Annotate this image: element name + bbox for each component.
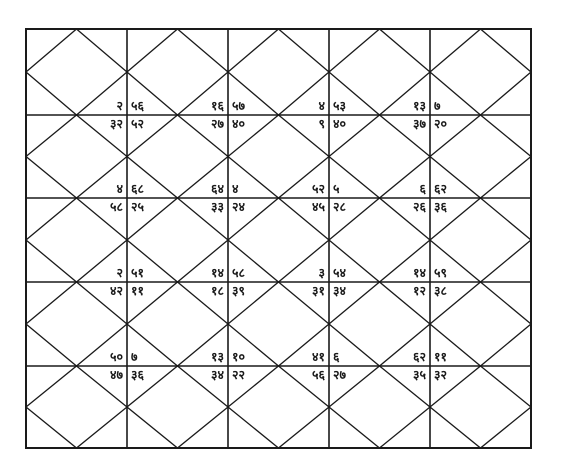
grid-number: ६२ (434, 181, 448, 196)
grid-number: ३६ (131, 367, 145, 382)
grid-number: ३१ (311, 283, 325, 298)
grid-number: २४ (232, 199, 246, 214)
grid-number: ५३ (333, 98, 347, 113)
grid-number: ५८ (109, 199, 123, 214)
grid-number: ५२ (131, 116, 145, 131)
grid-number: ३६ (434, 199, 448, 214)
grid-number: ३३ (210, 199, 224, 214)
grid-number: ५१ (131, 265, 145, 280)
grid-number: ३८ (434, 283, 448, 298)
grid-number: ५६ (131, 98, 145, 113)
grid-number: २७ (333, 367, 347, 382)
grid-number: १४ (412, 265, 426, 280)
grid-number: १८ (210, 283, 224, 298)
grid-number: ५२ (311, 181, 325, 196)
grid-number: ४० (333, 116, 347, 131)
grid-number: ६८ (131, 181, 145, 196)
grid-number: ४५ (311, 199, 325, 214)
grid-number: ७ (131, 349, 138, 364)
grid-number: ६२ (412, 349, 426, 364)
grid-number: २७ (210, 116, 224, 131)
grid-number: ४ (318, 98, 325, 113)
grid-number: ५ (333, 181, 340, 196)
grid-number: ३२ (109, 116, 123, 131)
grid-number: २२ (232, 367, 246, 382)
grid-number: १४ (210, 265, 224, 280)
grid-number: १६ (210, 98, 224, 113)
grid-number: २ (116, 98, 123, 113)
grid-number: ६ (419, 181, 426, 196)
grid-number: ३२ (434, 367, 448, 382)
grid-number: ४ (232, 181, 239, 196)
grid-number: ३५ (412, 367, 426, 382)
grid-number: ५६ (311, 367, 325, 382)
grid-number: ३७ (412, 116, 426, 131)
grid-number: ४१ (311, 349, 325, 364)
grid-number: ३४ (210, 367, 224, 382)
grid-number: १३ (412, 98, 426, 113)
grid-number: ३४ (333, 283, 347, 298)
grid-number: २० (434, 116, 448, 131)
grid-number: २६ (412, 199, 426, 214)
grid-number: २८ (333, 199, 347, 214)
grid-number: १० (232, 349, 246, 364)
grid-number: २ (116, 265, 123, 280)
grid-number: ५७ (232, 98, 246, 113)
grid-number: ४७ (109, 367, 123, 382)
grid-number: ३ (318, 265, 325, 280)
grid-number: ६४ (210, 181, 224, 196)
grid-number: ६ (333, 349, 340, 364)
grid-number: ५८ (232, 265, 246, 280)
grid-number: १३ (210, 349, 224, 364)
grid-number: ९ (318, 116, 325, 131)
grid-number: ४२ (109, 283, 123, 298)
grid-number: ११ (131, 283, 145, 298)
grid-number: ५९ (434, 265, 448, 280)
grid-number: ४० (232, 116, 246, 131)
grid-number: ५४ (333, 265, 347, 280)
grid-number: ४ (116, 181, 123, 196)
grid-number: १२ (412, 283, 426, 298)
grid-number: ५० (109, 349, 123, 364)
grid-number: ३९ (232, 283, 246, 298)
grid-number: ११ (434, 349, 448, 364)
grid-number: ७ (434, 98, 441, 113)
grid-number: २५ (131, 199, 145, 214)
